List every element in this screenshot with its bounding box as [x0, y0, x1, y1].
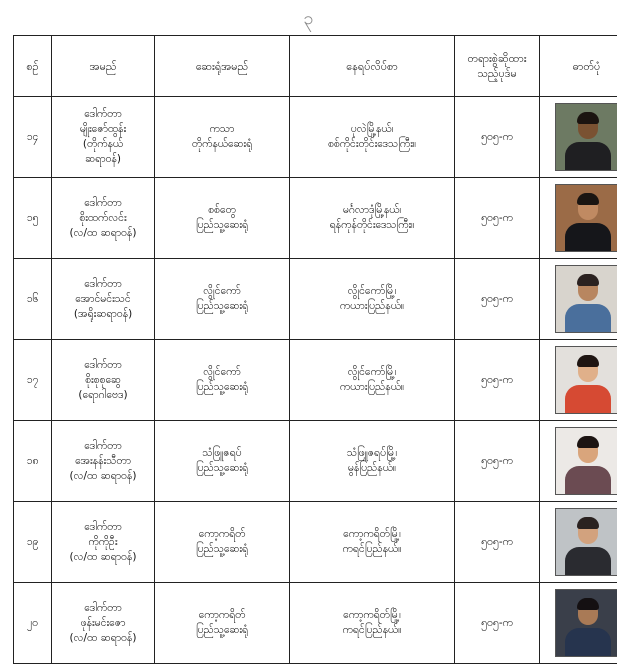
- table-row: [14, 502, 617, 583]
- cell-address-line: ကယားပြည်နယ်။: [339, 300, 405, 312]
- cell-address-line: ကယားပြည်နယ်။: [339, 381, 405, 393]
- cell-hospital-line: တိုက်နယ်ဆေးရုံ: [191, 138, 253, 150]
- cell-address: [290, 340, 455, 421]
- cell-no: ၁၈: [14, 421, 52, 502]
- header-section-line1: တရားစွဲဆိုထား: [467, 52, 527, 65]
- cell-hospital: [155, 340, 290, 421]
- cell-name: [52, 97, 155, 178]
- cell-photo: [540, 259, 617, 340]
- header-name: အမည်: [52, 36, 155, 97]
- cell-name-line: (လ/ထ ဆရာဝန်): [69, 226, 137, 239]
- header-photo: ဓာတ်ပုံ: [540, 36, 617, 97]
- cell-photo: [540, 340, 617, 421]
- photo-body: [565, 223, 611, 252]
- cell-address-line: လွိုင်ကော်မြို့၊: [347, 366, 397, 378]
- cell-address-line: မွန်ပြည်နယ်။: [347, 462, 397, 474]
- person-photo: [555, 103, 617, 171]
- cell-section: ၅၀၅-က: [455, 502, 540, 583]
- cell-name-line: (လ/ထ ဆရာဝန်): [69, 631, 137, 644]
- cell-name-line: မျိုးဇော်ထွန်း: [79, 123, 127, 135]
- cell-section: ၅၀၅-က: [455, 583, 540, 664]
- cell-hospital-line: ကော့ကရိတ်: [198, 609, 246, 621]
- cell-hospital: [155, 97, 290, 178]
- cell-name-line: ဒေါက်တာ: [84, 520, 122, 533]
- cell-name-line: (တိုက်နယ်: [82, 138, 124, 150]
- cell-name-line: (ရောဂါဗေဒ): [78, 388, 128, 401]
- cell-no: ၁၅: [14, 178, 52, 259]
- person-photo: [555, 346, 617, 414]
- cell-name-line: (အရိုးဆရာဝန်): [73, 307, 133, 320]
- cell-name-line: ဆရာဝန်): [85, 153, 121, 165]
- cell-no: ၂၀: [14, 583, 52, 664]
- page-number: ၃: [303, 8, 314, 29]
- cell-hospital-line: ပြည်သူ့ဆေးရုံ: [195, 219, 249, 231]
- cell-address: [290, 97, 455, 178]
- cell-hospital-line: ကသာ: [209, 123, 235, 135]
- cell-address-line: လွိုင်ကော်မြို့၊: [347, 285, 397, 297]
- header-section: [455, 36, 540, 97]
- cell-hospital: [155, 178, 290, 259]
- cell-no: ၁၄: [14, 97, 52, 178]
- cell-address: [290, 583, 455, 664]
- photo-hair: [577, 598, 599, 610]
- cell-hospital: [155, 259, 290, 340]
- cell-hospital-line: သံဖြူဇရပ်: [202, 447, 242, 459]
- photo-body: [565, 547, 611, 576]
- table-row: [14, 583, 617, 664]
- cell-hospital-line: ပြည်သူ့ဆေးရုံ: [195, 381, 249, 393]
- cell-name-line: အေးနန်းသီတာ: [75, 454, 131, 467]
- cell-address-line: ကရင်ပြည်နယ်။: [342, 624, 402, 636]
- cell-name-line: အောင်မင်းသင်: [75, 292, 131, 305]
- person-photo: [555, 589, 617, 657]
- cell-name: [52, 502, 155, 583]
- cell-photo: [540, 502, 617, 583]
- cell-name-line: (လ/ထ ဆရာဝန်): [69, 550, 137, 563]
- cell-name: [52, 421, 155, 502]
- cell-photo: [540, 178, 617, 259]
- cell-no: ၁၉: [14, 502, 52, 583]
- cell-name-line: ဒေါက်တာ: [84, 439, 122, 452]
- cell-hospital-line: ပြည်သူ့ဆေးရုံ: [195, 300, 249, 312]
- cell-name-line: ဒေါက်တာ: [84, 601, 122, 614]
- person-photo: [555, 508, 617, 576]
- cell-hospital-line: ပြည်သူ့ဆေးရုံ: [195, 624, 249, 636]
- cell-name-line: ဖုန်းမင်းဇော: [80, 616, 126, 629]
- cell-address-line: ပုလဲမြို့နယ်၊: [350, 123, 394, 135]
- cell-no: ၁၇: [14, 340, 52, 421]
- photo-body: [565, 385, 611, 414]
- photo-hair: [577, 517, 599, 529]
- cell-address-line: ကော့ကရိတ်မြို့၊: [343, 609, 401, 621]
- cell-hospital-line: လွိုင်ကော်: [203, 366, 241, 378]
- cell-name-line: စိုးစုစုဆွေ: [85, 373, 121, 386]
- cell-hospital-line: ပြည်သူ့ဆေးရုံ: [195, 462, 249, 474]
- header-section-line2: သည့်ပုဒ်မ: [477, 67, 517, 80]
- photo-hair: [577, 193, 599, 205]
- person-photo: [555, 427, 617, 495]
- person-photo: [555, 184, 617, 252]
- cell-address: [290, 502, 455, 583]
- cell-hospital-line: ကော့ကရိတ်: [198, 528, 246, 540]
- photo-hair: [577, 436, 599, 448]
- cell-address: [290, 259, 455, 340]
- cell-address: [290, 421, 455, 502]
- cell-name-line: ဒေါက်တာ: [84, 108, 122, 120]
- photo-body: [565, 142, 611, 171]
- cell-name-line: ဒေါက်တာ: [84, 277, 122, 290]
- cell-name-line: စိုးထက်လင်း: [79, 211, 127, 224]
- cell-name-line: ကိုကိုဦး: [88, 535, 118, 548]
- doctors-table: [13, 35, 617, 664]
- cell-address-line: သံဖြူဇရပ်မြို့၊: [346, 447, 398, 459]
- header-no: စဉ်: [14, 36, 52, 97]
- cell-photo: [540, 97, 617, 178]
- photo-hair: [577, 355, 599, 367]
- cell-address: [290, 178, 455, 259]
- table-row: [14, 421, 617, 502]
- cell-section: ၅၀၅-က: [455, 178, 540, 259]
- header-address: နေရပ်လိပ်စာ: [290, 36, 455, 97]
- photo-body: [565, 628, 611, 657]
- cell-name: [52, 259, 155, 340]
- cell-hospital-line: ပြည်သူ့ဆေးရုံ: [195, 543, 249, 555]
- person-photo: [555, 265, 617, 333]
- cell-hospital-line: လွိုင်ကော်: [203, 285, 241, 297]
- cell-address-line: စစ်ကိုင်းတိုင်းဒေသကြီး။: [327, 138, 417, 150]
- table-row: [14, 97, 617, 178]
- cell-section: ၅၀၅-က: [455, 421, 540, 502]
- cell-address-line: မင်္ဂလာဒုံမြို့နယ်၊: [342, 204, 402, 216]
- photo-body: [565, 466, 611, 495]
- cell-hospital: [155, 421, 290, 502]
- cell-name: [52, 583, 155, 664]
- table-row: [14, 259, 617, 340]
- cell-hospital: [155, 583, 290, 664]
- cell-hospital-line: စစ်တွေ: [208, 204, 236, 216]
- table-row: [14, 178, 617, 259]
- cell-address-line: ရန်ကုန်တိုင်းဒေသကြီး။: [329, 219, 415, 231]
- cell-photo: [540, 583, 617, 664]
- cell-address-line: ကော့ကရိတ်မြို့၊: [343, 528, 401, 540]
- cell-address-line: ကရင်ပြည်နယ်။: [342, 543, 402, 555]
- photo-hair: [577, 112, 599, 124]
- cell-photo: [540, 421, 617, 502]
- cell-name: [52, 340, 155, 421]
- table-header-row: [14, 36, 617, 97]
- photo-hair: [577, 274, 599, 286]
- cell-name-line: ဒေါက်တာ: [84, 196, 122, 209]
- photo-body: [565, 304, 611, 333]
- cell-section: ၅၀၅-က: [455, 340, 540, 421]
- cell-name-line: ဒေါက်တာ: [84, 358, 122, 371]
- cell-section: ၅၀၅-က: [455, 97, 540, 178]
- cell-hospital: [155, 502, 290, 583]
- table-row: [14, 340, 617, 421]
- cell-name: [52, 178, 155, 259]
- cell-section: ၅၀၅-က: [455, 259, 540, 340]
- header-hospital: ဆေးရုံအမည်: [155, 36, 290, 97]
- cell-name-line: (လ/ထ ဆရာဝန်): [69, 469, 137, 482]
- cell-no: ၁၆: [14, 259, 52, 340]
